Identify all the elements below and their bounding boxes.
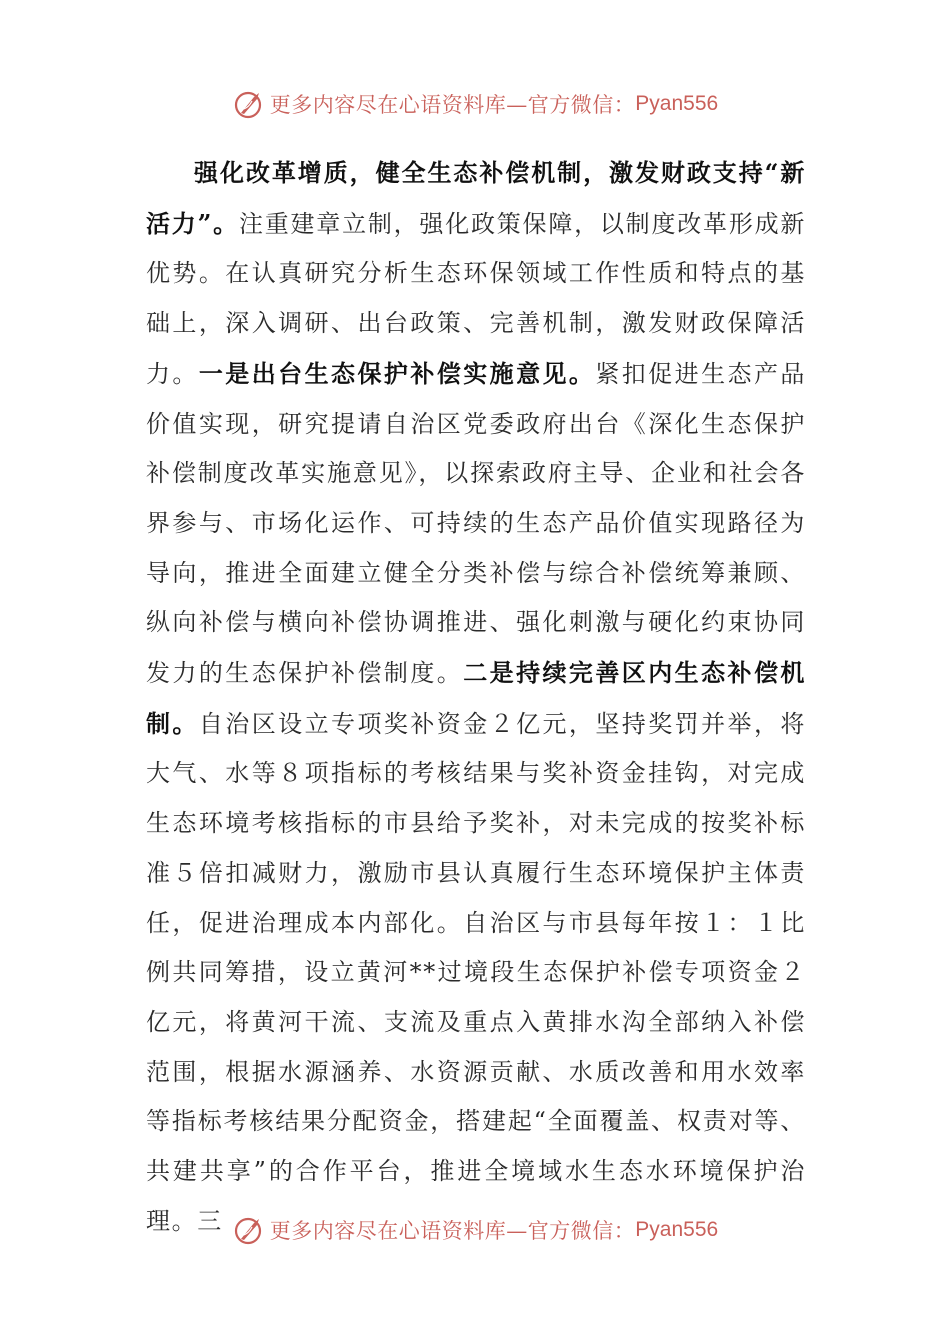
point2-text: 自治区设立专项奖补资金２亿元，坚持奖罚并举，将大气、水等８项指标的考核结果与奖补资金挂钩，对完成生态环境考核指标的市县给予奖补，对未完成的按奖补标准５倍扣减财力，激励市县认真履行生态环境保护主体责任，促进治理成本内部化。自治区与市县每年按１：１比例共同筹措，设立黄河**过境段生态保护补偿专项资金２亿元，将黄河干流、支流及重点入黄排水沟全部纳入补偿范围，根据水源涵养、水资源贡献、水质改善和用水效率等指标考核结果分配资金，搭建起“全面覆盖、权责对等、共建共享”的合作平台，推进全境域水生态水环境保护治理。三 — [146, 709, 806, 1235]
point1-text: 紧扣促进生态产品价值实现，研究提请自治区党委政府出台《深化生态保护补偿制度改革实施意见》，以探索政府主导、企业和社会各界参与、市场化运作、可持续的生态产品价值实现路径为导向，推进全面建立健全分类补偿与综合补偿统筹兼顾、纵向补偿与横向补偿协调推进、强化刺激与硬化约束协同发力的生态保护补偿制度。 — [146, 359, 807, 688]
banner-text: 更多内容尽在心语资料库—官方微信： — [269, 93, 636, 117]
header-banner — [0, 84, 950, 124]
footer-banner — [0, 1210, 950, 1250]
banner-text: 更多内容尽在心语资料库—官方微信： — [269, 1219, 636, 1243]
point1-heading: 一是出台生态保护补偿实施意见。 — [198, 358, 596, 388]
pen-nib-logo-icon — [232, 87, 266, 121]
pen-nib-logo-icon — [232, 1213, 266, 1247]
banner-wechat-id: Pyan556 — [635, 1218, 719, 1241]
body-paragraph — [146, 148, 806, 1246]
intro-text: 注重建章立制，强化政策保障，以制度改革形成新优势。在认真研究分析生态环保领域工作性质和特点的基础上，深入调研、出台政策、完善机制，激发财政保障活力。 — [146, 209, 806, 388]
lead-heading: 强化改革增质，健全生态补偿机制，激发财政支持“新活力”。 — [146, 158, 806, 238]
banner-wechat-id: Pyan556 — [635, 92, 719, 115]
point2-heading: 二是持续完善区内生态补偿机制。 — [146, 658, 806, 738]
